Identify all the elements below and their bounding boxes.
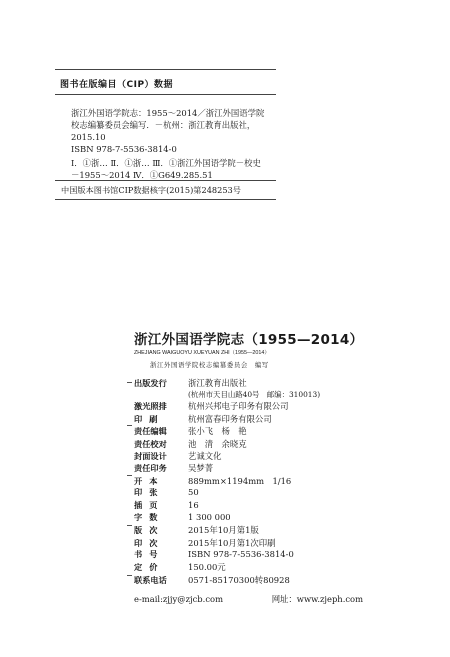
book-editor: 浙江外国语学院校志编纂委员会 编写 — [150, 361, 269, 369]
info-row — [134, 413, 424, 425]
info-label: 责任校对 — [134, 438, 167, 449]
info-value: 池 清 余晓克 — [188, 438, 247, 449]
cip-separator-rule — [55, 180, 276, 181]
cip-title: 图书在版编目（CIP）数据 — [60, 80, 174, 90]
cip-subjects — [71, 157, 261, 181]
margin-tick — [127, 425, 132, 426]
info-value: ISBN 978-7-5536-3814-0 — [188, 549, 294, 560]
cip-entry-line: 校志编纂委员会编写．－杭州：浙江教育出版社， — [71, 120, 256, 130]
info-value: 浙江教育出版社 — [188, 378, 247, 388]
info-row — [134, 537, 424, 549]
info-value: 50 — [188, 487, 199, 498]
cip-record-note: 中国版本图书馆CIP数据核字(2015)第248253号 — [61, 185, 241, 195]
info-row — [134, 561, 424, 573]
book-title: 浙江外国语学院志（1955—2014） — [134, 332, 364, 348]
info-label: 联系电话 — [134, 574, 167, 585]
info-value: (杭州市天目山路40号 邮编：310013) — [188, 390, 321, 400]
info-row — [134, 475, 424, 487]
email-text: e-mail:zjjy@zjcb.com — [134, 594, 224, 604]
info-label: 定价 — [134, 562, 165, 573]
info-row — [134, 438, 424, 450]
cip-bottom-rule — [55, 199, 276, 200]
info-row — [134, 500, 424, 512]
margin-tick — [127, 525, 132, 526]
info-row — [134, 462, 424, 474]
info-row — [134, 400, 424, 412]
info-row — [134, 549, 424, 561]
info-label: 书号 — [134, 549, 165, 560]
info-row — [134, 450, 424, 462]
info-value: 2015年10月第1版 — [188, 525, 259, 536]
cip-top-rule — [55, 69, 276, 70]
cip-entry-line: ISBN 978-7-5536-3814-0 — [71, 144, 177, 154]
margin-tick — [127, 382, 132, 383]
info-value: 杭州兴邦电子印务有限公司 — [188, 401, 289, 412]
info-label: 字数 — [134, 511, 165, 522]
website-text: 网址：www.zjeph.com — [271, 594, 364, 604]
info-row — [134, 389, 424, 400]
info-value: 16 — [188, 499, 199, 510]
info-row — [134, 574, 424, 586]
cip-entry — [71, 107, 264, 155]
contact-footer — [134, 593, 363, 605]
info-value: 张小飞 杨 艳 — [188, 426, 247, 437]
cip-title-rule — [55, 94, 276, 95]
info-label: 开本 — [134, 475, 165, 486]
margin-tick — [127, 575, 132, 576]
info-value: 2015年10月第1次印刷 — [188, 537, 276, 548]
info-value: 杭州富春印务有限公司 — [188, 413, 272, 424]
info-label: 插页 — [134, 499, 165, 510]
info-value: 150.00元 — [188, 562, 226, 573]
info-row — [134, 377, 424, 389]
publication-info — [134, 377, 424, 586]
info-label: 印次 — [134, 537, 165, 548]
info-label: 责任编辑 — [134, 426, 167, 437]
info-label: 出版发行 — [134, 378, 167, 388]
info-value: 吴梦菁 — [188, 463, 214, 474]
cip-subject-line: Ⅰ．①浙… Ⅱ．①浙… Ⅲ．①浙江外国语学院－校史 — [71, 158, 261, 168]
info-row — [134, 524, 424, 536]
info-value: 艺诚文化 — [188, 450, 222, 461]
cip-entry-line: 浙江外国语学院志：1955～2014／浙江外国语学院 — [71, 108, 265, 118]
info-value: 889mm×1194mm 1/16 — [188, 475, 292, 486]
info-label: 印张 — [134, 487, 165, 498]
info-row — [134, 487, 424, 499]
info-row — [134, 425, 424, 437]
info-label: 封面设计 — [134, 450, 167, 461]
cip-entry-line: 2015.10 — [71, 132, 106, 142]
cip-subject-line: －1955～2014 Ⅳ．①G649.285.51 — [71, 170, 213, 180]
margin-tick — [127, 475, 132, 476]
info-value: 0571-85170300转80928 — [188, 574, 290, 585]
info-row — [134, 512, 424, 524]
info-label: 印刷 — [134, 413, 165, 424]
info-label: 版次 — [134, 525, 165, 536]
info-value: 1 300 000 — [188, 511, 231, 522]
book-pinyin-title: ZHEJIANG WAIGUOYU XUEYUAN ZHI（1955—2014） — [134, 350, 270, 356]
info-label: 责任印务 — [134, 463, 167, 474]
info-label: 激光照排 — [134, 401, 167, 412]
